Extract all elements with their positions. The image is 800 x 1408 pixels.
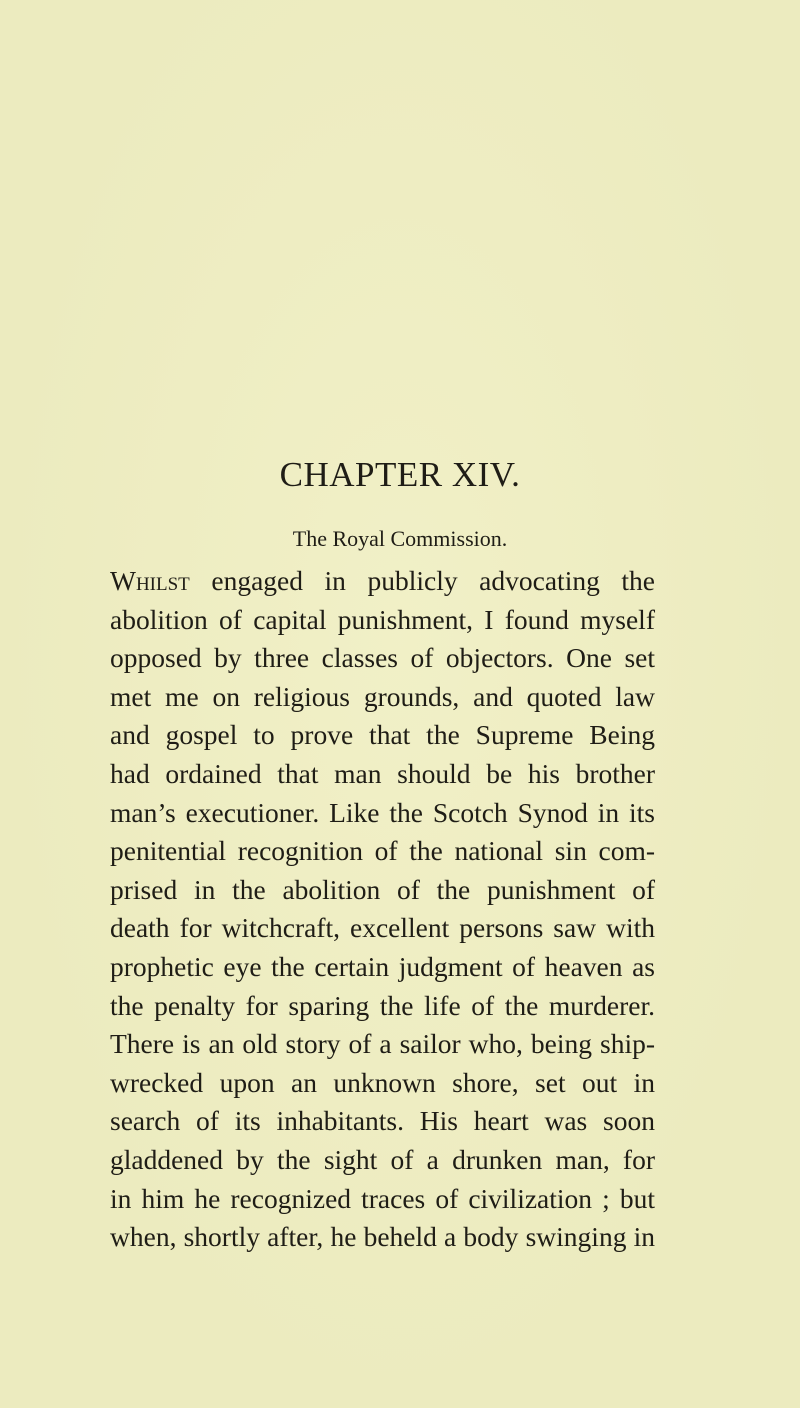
- text-line: wrecked upon an unknown shore, set out in: [110, 1066, 655, 1098]
- text-line: There is an old story of a sailor who, being ship-: [110, 1028, 655, 1060]
- text-line: had ordained that man should be his brother: [110, 757, 655, 789]
- text-line: search of its inhabitants. His heart was soon: [110, 1105, 655, 1137]
- text-line: penitential recognition of the national sin com-: [110, 835, 655, 867]
- text-line: when, shortly after, he beheld a body swinging in: [110, 1221, 655, 1253]
- text-line: [110, 562, 655, 601]
- chapter-heading: CHAPTER XIV.: [279, 455, 521, 494]
- chapter-subtitle: The Royal Commission.: [292, 526, 508, 551]
- text-line: death for witchcraft, excellent persons saw with: [110, 912, 655, 944]
- text-line: opposed by three classes of objectors. One set: [110, 642, 655, 674]
- text-line-content: engaged in publicly advocating the: [189, 565, 655, 596]
- text-line: prophetic eye the certain judgment of heaven as: [110, 950, 655, 982]
- text-line: and gospel to prove that the Supreme Being: [110, 719, 655, 751]
- text-line: man’s executioner. Like the Scotch Synod in its: [110, 796, 655, 828]
- text-line: gladdened by the sight of a drunken man, for: [110, 1143, 655, 1175]
- text-line: prised in the abolition of the punishment of: [110, 873, 655, 905]
- text-line: in him he recognized traces of civilization ; but: [110, 1182, 655, 1214]
- text-line: met me on religious grounds, and quoted law: [110, 680, 655, 712]
- text-line: abolition of capital punishment, I found myself: [110, 603, 655, 635]
- body-text: [110, 562, 655, 1257]
- text-line: the penalty for sparing the life of the murderer.: [110, 989, 655, 1021]
- first-word: Whilst: [110, 565, 190, 596]
